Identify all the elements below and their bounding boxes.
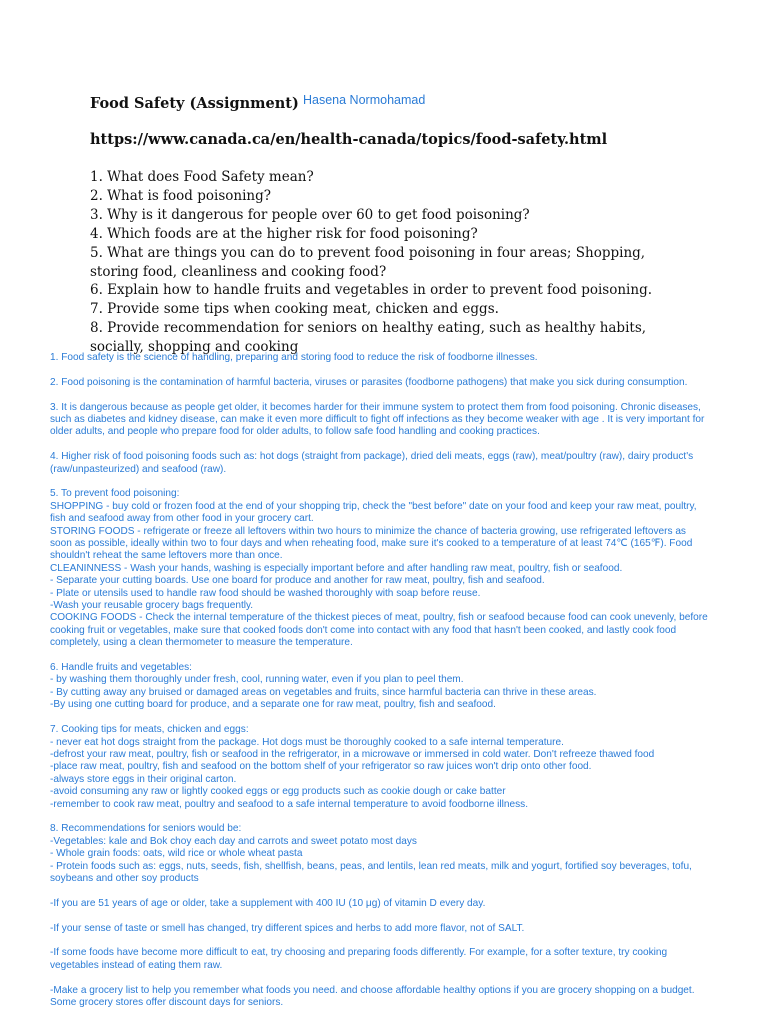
answer-line: Some grocery stores offer discount days for seniors. (50, 996, 284, 1008)
question-line: 5. What are things you can do to prevent food poisoning in four areas; Shopping, (90, 244, 646, 261)
answer-line: cooking fruit or vegetables, make sure that cooked foods don't come into contact with any food that hasn't been cooked, and lastly cook food (50, 624, 677, 636)
paragraph-gap (50, 439, 762, 451)
paragraph-gap (50, 910, 762, 922)
answer-line: - Separate your cutting boards. Use one board for produce and another for raw meat, poultry, fish and seafood. (50, 575, 545, 587)
answer-line: 2. Food poisoning is the contamination of harmful bacteria, viruses or parasites (foodborne pathogens) that make you sick during consumption. (50, 376, 688, 388)
answer-section (50, 352, 762, 1009)
answer-line: 5. To prevent food poisoning: (50, 488, 180, 500)
answer-line: completely, using a clean thermometer to measure the temperature. (50, 637, 353, 649)
answer-line: COOKING FOODS - Check the internal temperature of the thickest pieces of meat, poultry, fish or seafood because food can cook unevenly, before (50, 612, 708, 624)
question-line: 6. Explain how to handle fruits and vegetables in order to prevent food poisoning. (90, 282, 652, 299)
answer-line: - By cutting away any bruised or damaged areas on vegetables and fruits, since harmful bacteria can thrive in these areas. (50, 686, 597, 698)
source-url: https://www.canada.ca/en/health-canada/topics/food-safety.html (90, 131, 608, 148)
answer-line: -If your sense of taste or smell has changed, try different spices and herbs to add more flavor, not of SALT. (50, 922, 525, 934)
answer-line: -Make a grocery list to help you remember what foods you need. and choose affordable healthy options if you are grocery shopping on a budget. (50, 984, 695, 996)
answer-line: - never eat hot dogs straight from the package. Hot dogs must be thoroughly cooked to a safe internal temperature. (50, 736, 564, 748)
answer-line: -If you are 51 years of age or older, take a supplement with 400 IU (10 μg) of vitamin D every day. (50, 897, 486, 909)
title-row (90, 93, 426, 112)
document-title: Food Safety (Assignment) (90, 95, 299, 112)
answer-line: - Plate or utensils used to handle raw food should be washed thoroughly with soap before reuse. (50, 587, 481, 599)
paragraph-gap (50, 885, 762, 897)
answer-line: -avoid consuming any raw or lightly cooked eggs or egg products such as cookie dough or cake batter (50, 786, 506, 798)
paragraph-gap (50, 364, 762, 376)
paragraph-gap (50, 972, 762, 984)
answer-line: STORING FOODS - refrigerate or freeze all leftovers within two hours to minimize the chance of bacteria growing, use refrigerated leftovers as (50, 525, 686, 537)
answer-line: soon as possible, ideally within two to four days and when reheating food, make sure it's cooked to a temperature of at least 74℃ (165℉). Food (50, 538, 693, 550)
question-line: 8. Provide recommendation for seniors on healthy eating, such as healthy habits, (90, 320, 647, 337)
answer-line: 3. It is dangerous because as people get older, it becomes harder for their immune system to protect them from food poisoning. Chronic diseases, (50, 401, 701, 413)
answer-line: such as diabetes and kidney disease, can make it even more difficult to fight off infections as they become weaker with age . It is very important for (50, 414, 705, 425)
paragraph-gap (50, 712, 762, 724)
answer-line: 4. Higher risk of food poisoning foods such as: hot dogs (straight from package), dried deli meats, eggs (raw), meat/poultry (raw), dairy product's (50, 451, 694, 463)
question-line: 2. What is food poisoning? (90, 187, 271, 204)
answer-line: -place raw meat, poultry, fish and seafood on the bottom shelf of your refrigerator so raw juices won't drip onto other food. (50, 761, 592, 773)
answer-line: SHOPPING - buy cold or frozen food at the end of your shopping trip, check the "best before" date on your food and keep your raw meat, poultry, (50, 500, 697, 512)
answer-line: -always store eggs in their original carton. (50, 773, 237, 785)
answer-line: 8. Recommendations for seniors would be: (50, 823, 242, 835)
answer-line: -Wash your reusable grocery bags frequently. (50, 600, 254, 612)
answer-line: - Protein foods such as: eggs, nuts, seeds, fish, shellfish, beans, peas, and lentils, lean red meats, milk and yogurt, fortified soy beverages, tofu, (50, 860, 692, 872)
answer-line: 1. Food safety is the science of handling, preparing and storing food to reduce the risk of foodborne illnesses. (50, 352, 538, 363)
paragraph-gap (50, 389, 762, 401)
answer-line: - by washing them thoroughly under fresh, cool, running water, even if you plan to peel them. (50, 674, 464, 686)
answer-line: shouldn't reheat the same leftovers more than once. (50, 550, 283, 562)
paragraph-gap (50, 476, 762, 488)
question-line: 7. Provide some tips when cooking meat, chicken and eggs. (90, 301, 499, 318)
answer-line: fish and seafood away from other food in your grocery cart. (50, 513, 314, 525)
answer-line: -If some foods have become more difficult to eat, try choosing and preparing foods differently. For example, for a softer texture, try cooking (50, 947, 668, 959)
question-line: 4. Which foods are at the higher risk for food poisoning? (90, 225, 478, 242)
paragraph-gap (50, 935, 762, 947)
answer-line: -Vegetables: kale and Bok choy each day and carrots and sweet potato most days (50, 835, 417, 847)
answer-line: soybeans and other soy products (50, 872, 199, 884)
paragraph-gap (50, 650, 762, 662)
answer-line: -By using one cutting board for produce, and a separate one for raw meat, poultry, fish and seafood. (50, 699, 496, 711)
answer-line: -remember to cook raw meat, poultry and seafood to a safe internal temperature to avoid foodborne illness. (50, 798, 529, 810)
answer-line: CLEANINNESS - Wash your hands, washing is especially important before and after handling raw meat, poultry, fish or seafood. (50, 562, 623, 574)
author-name: Hasena Normohamad (303, 93, 426, 107)
question-line: 1. What does Food Safety mean? (90, 169, 314, 185)
answer-line: vegetables instead of eating them raw. (50, 959, 223, 971)
answer-line: (raw/unpasteurized) and seafood (raw). (50, 463, 227, 475)
question-list (90, 168, 690, 357)
answer-line: 6. Handle fruits and vegetables: (50, 662, 192, 674)
question-line: socially, shopping and cooking (90, 339, 299, 356)
paragraph-gap (50, 811, 762, 823)
answer-line: older adults, and people who prepare food for older adults, to follow safe food handling and cooking practices. (50, 426, 540, 438)
question-line: 3. Why is it dangerous for people over 60 to get food poisoning? (90, 206, 530, 223)
answer-line: - Whole grain foods: oats, wild rice or whole wheat pasta (50, 848, 303, 860)
answer-line: -defrost your raw meat, poultry, fish or seafood in the refrigerator, in a microwave or immersed in cold water. Don't refreeze thawed food (50, 748, 655, 760)
answer-line: 7. Cooking tips for meats, chicken and eggs: (50, 724, 249, 736)
question-line: storing food, cleanliness and cooking food? (90, 263, 387, 280)
